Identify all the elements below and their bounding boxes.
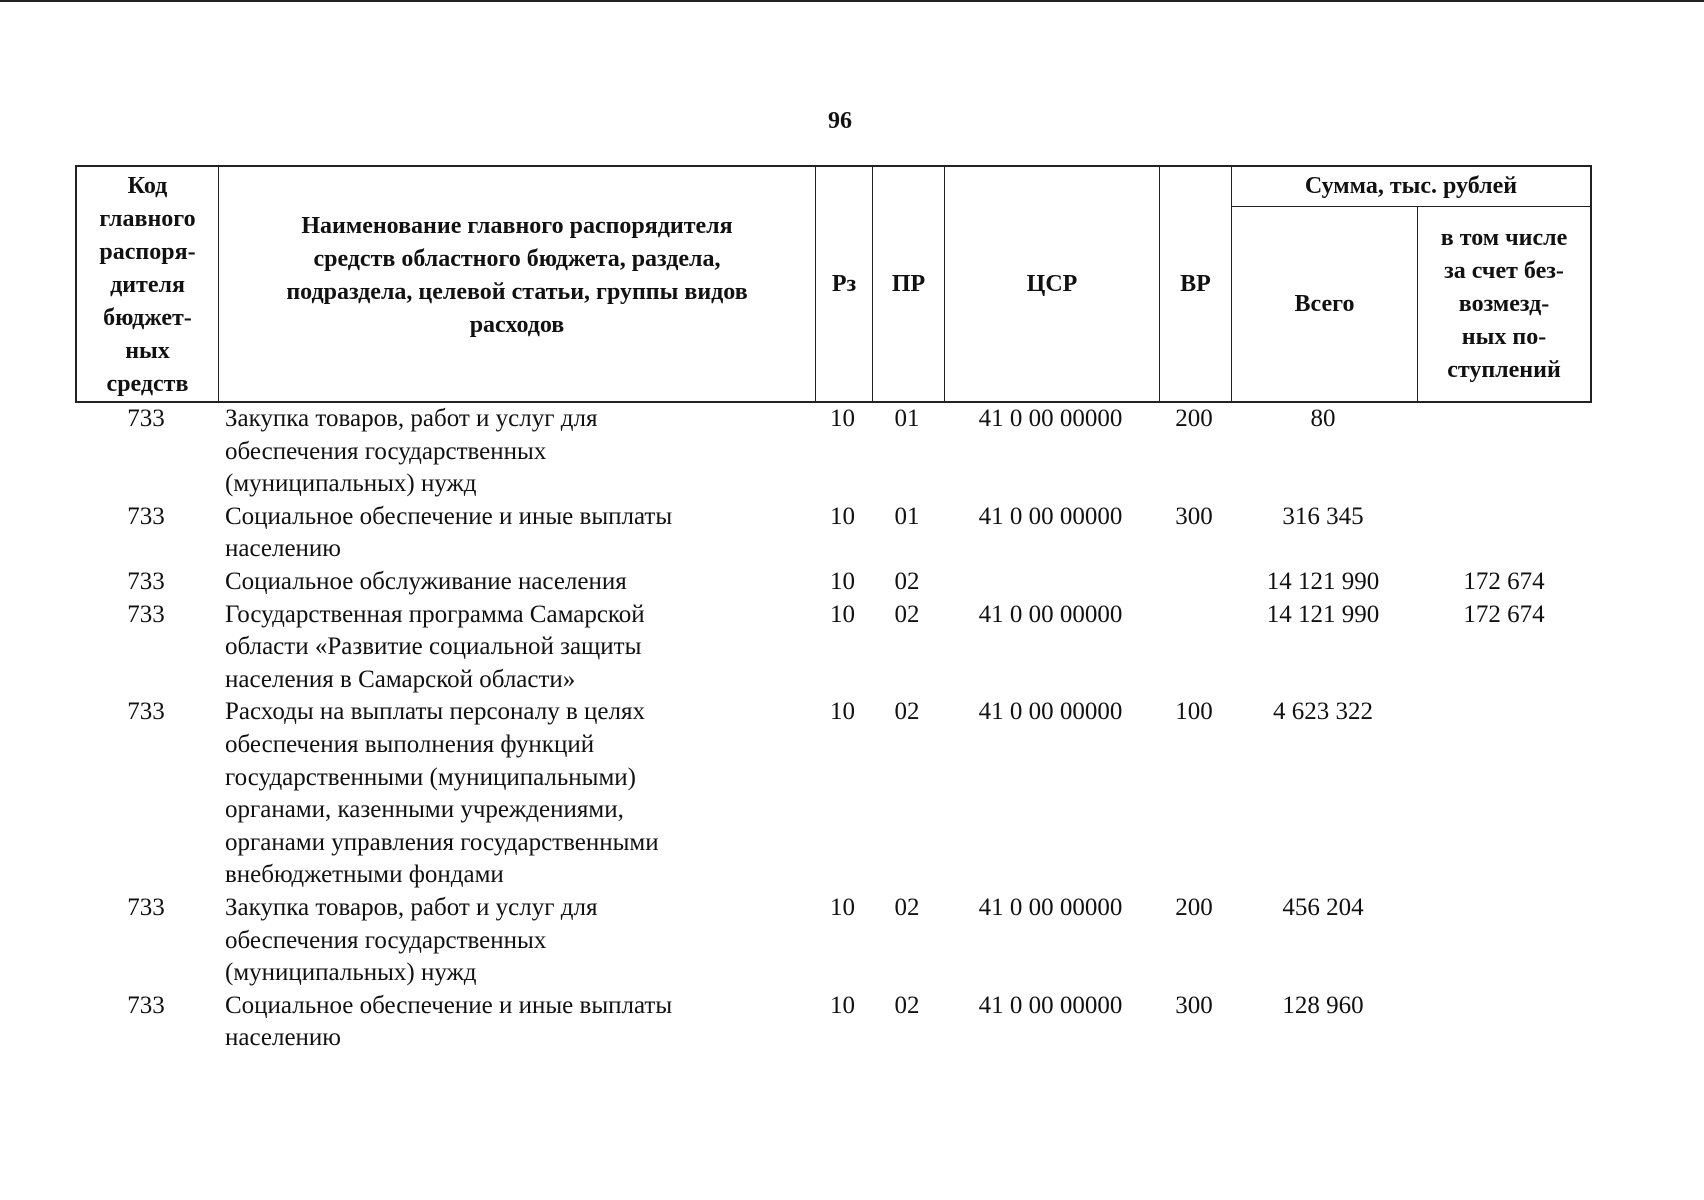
cell-name-line: обеспечения государственных (225, 926, 547, 954)
cell-vr: 200 (1175, 405, 1213, 432)
header-code-text: Код главного распоря- дителя бюджет- ных средств (99, 172, 196, 397)
cell-pr: 02 (894, 698, 920, 726)
cell-total: 80 (1310, 405, 1336, 432)
cell-pr: 02 (894, 893, 920, 921)
header-code (77, 167, 219, 401)
table-body (75, 403, 1592, 1055)
cell-code: 733 (127, 405, 165, 432)
cell-name-line: населению (225, 535, 341, 563)
header-bezv-text: в том числе за счет без- возмезд- ных по- ступлений (1440, 224, 1568, 383)
cell-name-line: внебюджетными фондами (225, 861, 504, 889)
cell-total: 316 345 (1282, 502, 1364, 530)
cell-vr: 300 (1175, 502, 1213, 530)
cell-bezv (1416, 501, 1592, 566)
cell-bezv (1416, 990, 1592, 1055)
cell-pr: 01 (894, 405, 920, 432)
cell-total: 456 204 (1282, 893, 1364, 921)
header-total: Всего (1232, 207, 1418, 401)
cell-name (217, 990, 814, 1055)
table-row (75, 892, 1592, 990)
cell-rz: 10 (830, 991, 855, 1019)
cell-name (217, 696, 814, 892)
cell-vr: 100 (1175, 698, 1213, 726)
cell-bezv: 172 674 (1463, 567, 1545, 595)
header-pr: ПР (873, 167, 945, 401)
cell-vr: 200 (1175, 893, 1213, 921)
cell-name-line: области «Развитие социальной защиты (225, 633, 642, 661)
cell-name-line: обеспечения выполнения функций (225, 730, 595, 758)
cell-name-line: обеспечения государственных (225, 437, 547, 465)
cell-name-line: (муниципальных) нужд (225, 959, 477, 987)
cell-rz: 10 (830, 405, 855, 432)
table-row (75, 501, 1592, 566)
cell-code: 733 (127, 600, 165, 628)
cell-code: 733 (127, 698, 165, 726)
table-row (75, 990, 1592, 1055)
cell-bezv (1416, 696, 1592, 892)
header-name (219, 167, 816, 401)
cell-csr: 41 0 00 00000 (978, 502, 1123, 530)
table-row (75, 696, 1592, 892)
top-rule (0, 0, 1704, 2)
header-name-text: Наименование главного распорядителя средств областного бюджета, раздела, подраздела, целевой статьи, группы видов расходов (286, 213, 748, 338)
cell-name-line: Закупка товаров, работ и услуг для (225, 405, 598, 432)
cell-name-line: (муниципальных) нужд (225, 470, 477, 498)
cell-name (217, 566, 814, 599)
cell-csr: 41 0 00 00000 (978, 698, 1123, 726)
cell-pr: 02 (894, 991, 920, 1019)
cell-name-line: Государственная программа Самарской (225, 600, 645, 628)
cell-name (217, 892, 814, 990)
cell-total: 14 121 990 (1266, 600, 1380, 628)
cell-rz: 10 (830, 600, 855, 628)
cell-csr: 41 0 00 00000 (978, 405, 1123, 432)
cell-rz: 10 (830, 567, 855, 595)
cell-name-line: Закупка товаров, работ и услуг для (225, 893, 598, 921)
header-vr: ВР (1160, 167, 1232, 401)
table-row (75, 566, 1592, 599)
header-sum: Сумма, тыс. рублей (1232, 167, 1590, 207)
cell-name-line: Социальное обеспечение и иные выплаты (225, 991, 673, 1019)
cell-name-line: населения в Самарской области» (225, 665, 576, 693)
cell-rz: 10 (830, 698, 855, 726)
cell-total: 14 121 990 (1266, 567, 1380, 595)
table-row (75, 599, 1592, 697)
cell-name-line: Социальное обеспечение и иные выплаты (225, 502, 673, 530)
cell-name-line: населению (225, 1024, 341, 1052)
cell-vr: 300 (1175, 991, 1213, 1019)
cell-csr: 41 0 00 00000 (978, 600, 1123, 628)
cell-name-line: государственными (муниципальными) (225, 763, 636, 791)
cell-name (217, 403, 814, 501)
cell-vr (1158, 599, 1230, 697)
cell-name (217, 599, 814, 697)
cell-name-line: органами, казенными учреждениями, (225, 796, 624, 824)
page-number: 96 (828, 108, 852, 134)
cell-bezv (1416, 403, 1592, 501)
cell-name-line: Социальное обслуживание населения (225, 567, 627, 595)
cell-csr (943, 566, 1158, 599)
cell-rz: 10 (830, 502, 855, 530)
cell-pr: 02 (894, 600, 920, 628)
header-bezv (1418, 207, 1590, 401)
cell-bezv: 172 674 (1463, 600, 1545, 628)
cell-csr: 41 0 00 00000 (978, 991, 1123, 1019)
cell-bezv (1416, 892, 1592, 990)
cell-total: 4 623 322 (1273, 698, 1373, 726)
cell-csr: 41 0 00 00000 (978, 893, 1123, 921)
cell-code: 733 (127, 567, 165, 595)
cell-pr: 02 (894, 567, 920, 595)
header-rz: Рз (816, 167, 873, 401)
cell-code: 733 (127, 502, 165, 530)
cell-total: 128 960 (1282, 991, 1364, 1019)
cell-pr: 01 (894, 502, 920, 530)
header-csr: ЦСР (945, 167, 1160, 401)
table-row (75, 403, 1592, 501)
table-header (75, 165, 1592, 403)
cell-code: 733 (127, 893, 165, 921)
cell-code: 733 (127, 991, 165, 1019)
cell-rz: 10 (830, 893, 855, 921)
cell-vr (1158, 566, 1230, 599)
cell-name-line: Расходы на выплаты персоналу в целях (225, 698, 645, 726)
cell-name (217, 501, 814, 566)
cell-name-line: органами управления государственными (225, 828, 659, 856)
